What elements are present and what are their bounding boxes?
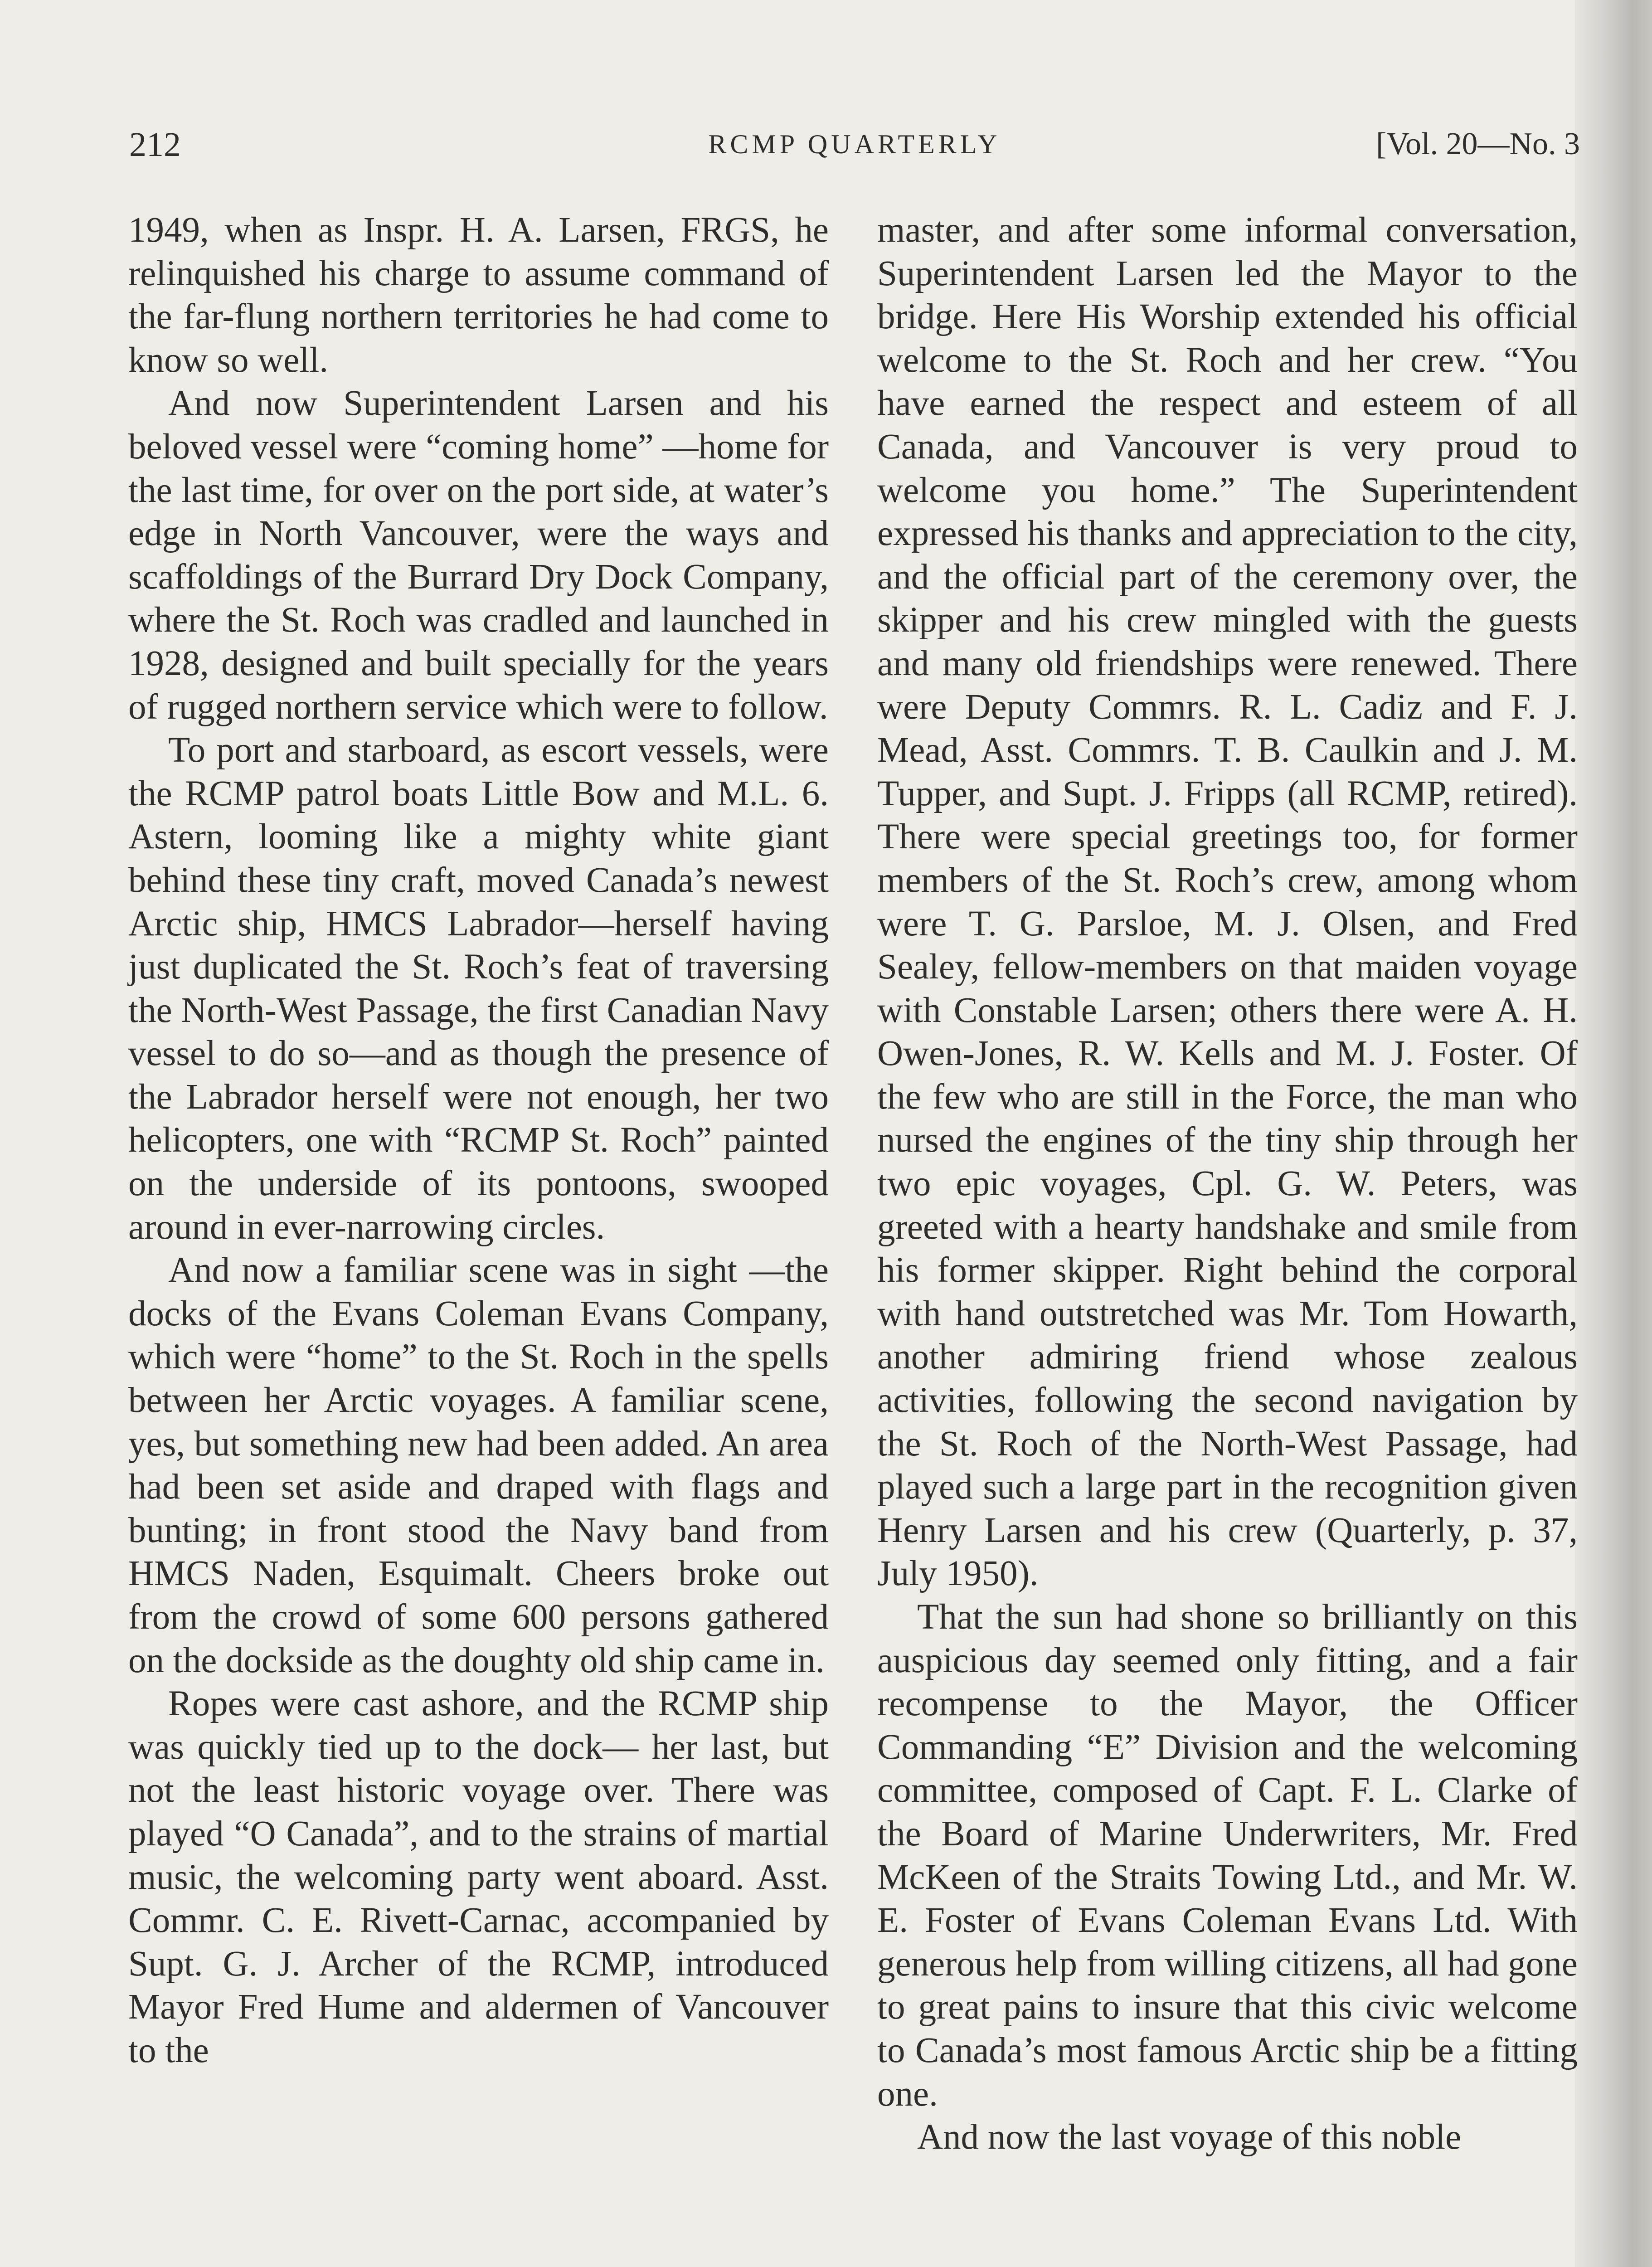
running-title: RCMP QUARTERLY [708, 129, 1001, 159]
paragraph: To port and starboard, as escort vessels, were the RCMP patrol boats Little Bow and M.L. 6. Astern, looming like a mighty white giant behind these tiny craft, moved Canada’s newest Arctic ship, HMCS Labrador—herself having just duplicated the St. Roch’s feat of traversing the North-West Passage, the first Canadian Navy vessel to do so—and as though the presence of the Labrador herself were not enough, her two helicopters, one with “RCMP St. Roch” painted on the underside of its pontoons, swooped around in ever-narrowing circles. [128, 730, 829, 1247]
left-column [128, 209, 829, 2072]
paragraph: And now Superintendent Larsen and his beloved vessel were “coming home” —home for the last time, for over on the port side, at water’s edge in North Vancouver, were the ways and scaffoldings of the Burrard Dry Dock Company, where the St. Roch was cradled and launched in 1928, designed and built specially for the years of rugged northern service which were to follow. [128, 384, 829, 727]
paragraph: And now a familiar scene was in sight —the docks of the Evans Coleman Evans Company, which were “home” to the St. Roch in the spells between her Arctic voyages. A familiar scene, yes, but something new had been added. An area had been set aside and draped with flags and bunting; in front stood the Navy band from HMCS Naden, Esquimalt. Cheers broke out from the crowd of some 600 persons gathered on the dockside as the doughty old ship came in. [128, 1250, 829, 1680]
paragraph: That the sun had shone so brilliantly on this auspicious day seemed only fitting, and a fair recompense to the Mayor, the Officer Commanding “E” Division and the welcoming committee, composed of Capt. F. L. Clarke of the Board of Marine Underwriters, Mr. Fred McKeen of the Straits Towing Ltd., and Mr. W. E. Foster of Evans Coleman Evans Ltd. With generous help from willing citizens, all had gone to great pains to insure that this civic welcome to Canada’s most famous Arctic ship be a fitting one. [877, 1597, 1578, 2114]
paragraph: And now the last voyage of this noble [917, 2117, 1462, 2157]
running-header [129, 125, 1580, 175]
paragraph: 1949, when as Inspr. H. A. Larsen, FRGS, he relinquished his charge to assume command of the far-flung northern territories he had come to know so well. [128, 210, 829, 380]
paragraph: Ropes were cast ashore, and the RCMP ship was quickly tied up to the dock— her last, but not the least historic voyage over. There was played “O Canada”, and to the strains of martial music, the welcoming party went aboard. Asst. Commr. C. E. Rivett-Carnac, accompanied by Supt. G. J. Archer of the RCMP, introduced Mayor Fred Hume and aldermen of Vancouver to the [128, 1684, 829, 2070]
paragraph: master, and after some informal conversation, Superintendent Larsen led the Mayor to the bridge. Here His Worship extended his official welcome to the St. Roch and her crew. “You have earned the respect and esteem of all Canada, and Vancouver is very proud to welcome you home.” The Superintendent expressed his thanks and appreciation to the city, and the official part of the ceremony over, the skipper and his crew mingled with the guests and many old friendships were renewed. There were Deputy Commrs. R. L. Cadiz and F. J. Mead, Asst. Commrs. T. B. Caulkin and J. M. Tupper, and Supt. J. Fripps (all RCMP, retired). There were special greetings too, for former members of the St. Roch’s crew, among whom were T. G. Parsloe, M. J. Olsen, and Fred Sealey, fellow-members on that maiden voyage with Constable Larsen; others there were A. H. Owen-Jones, R. W. Kells and M. J. Foster. Of the few who are still in the Force, the man who nursed the engines of the tiny ship through her two epic voyages, Cpl. G. W. Peters, was greeted with a hearty handshake and smile from his former skipper. Right behind the corporal with hand outstretched was Mr. Tom Howarth, another admiring friend whose zealous activities, following the second navigation by the St. Roch of the North-West Passage, had played such a large part in the recognition given Henry Larsen and his crew (Quarterly, p. 37, July 1950). [877, 210, 1578, 1594]
right-column [877, 209, 1578, 2159]
page-number: 212 [129, 126, 181, 164]
volume-issue: [Vol. 20—No. 3 [1376, 126, 1580, 161]
book-spine-shadow [1575, 0, 1652, 2267]
